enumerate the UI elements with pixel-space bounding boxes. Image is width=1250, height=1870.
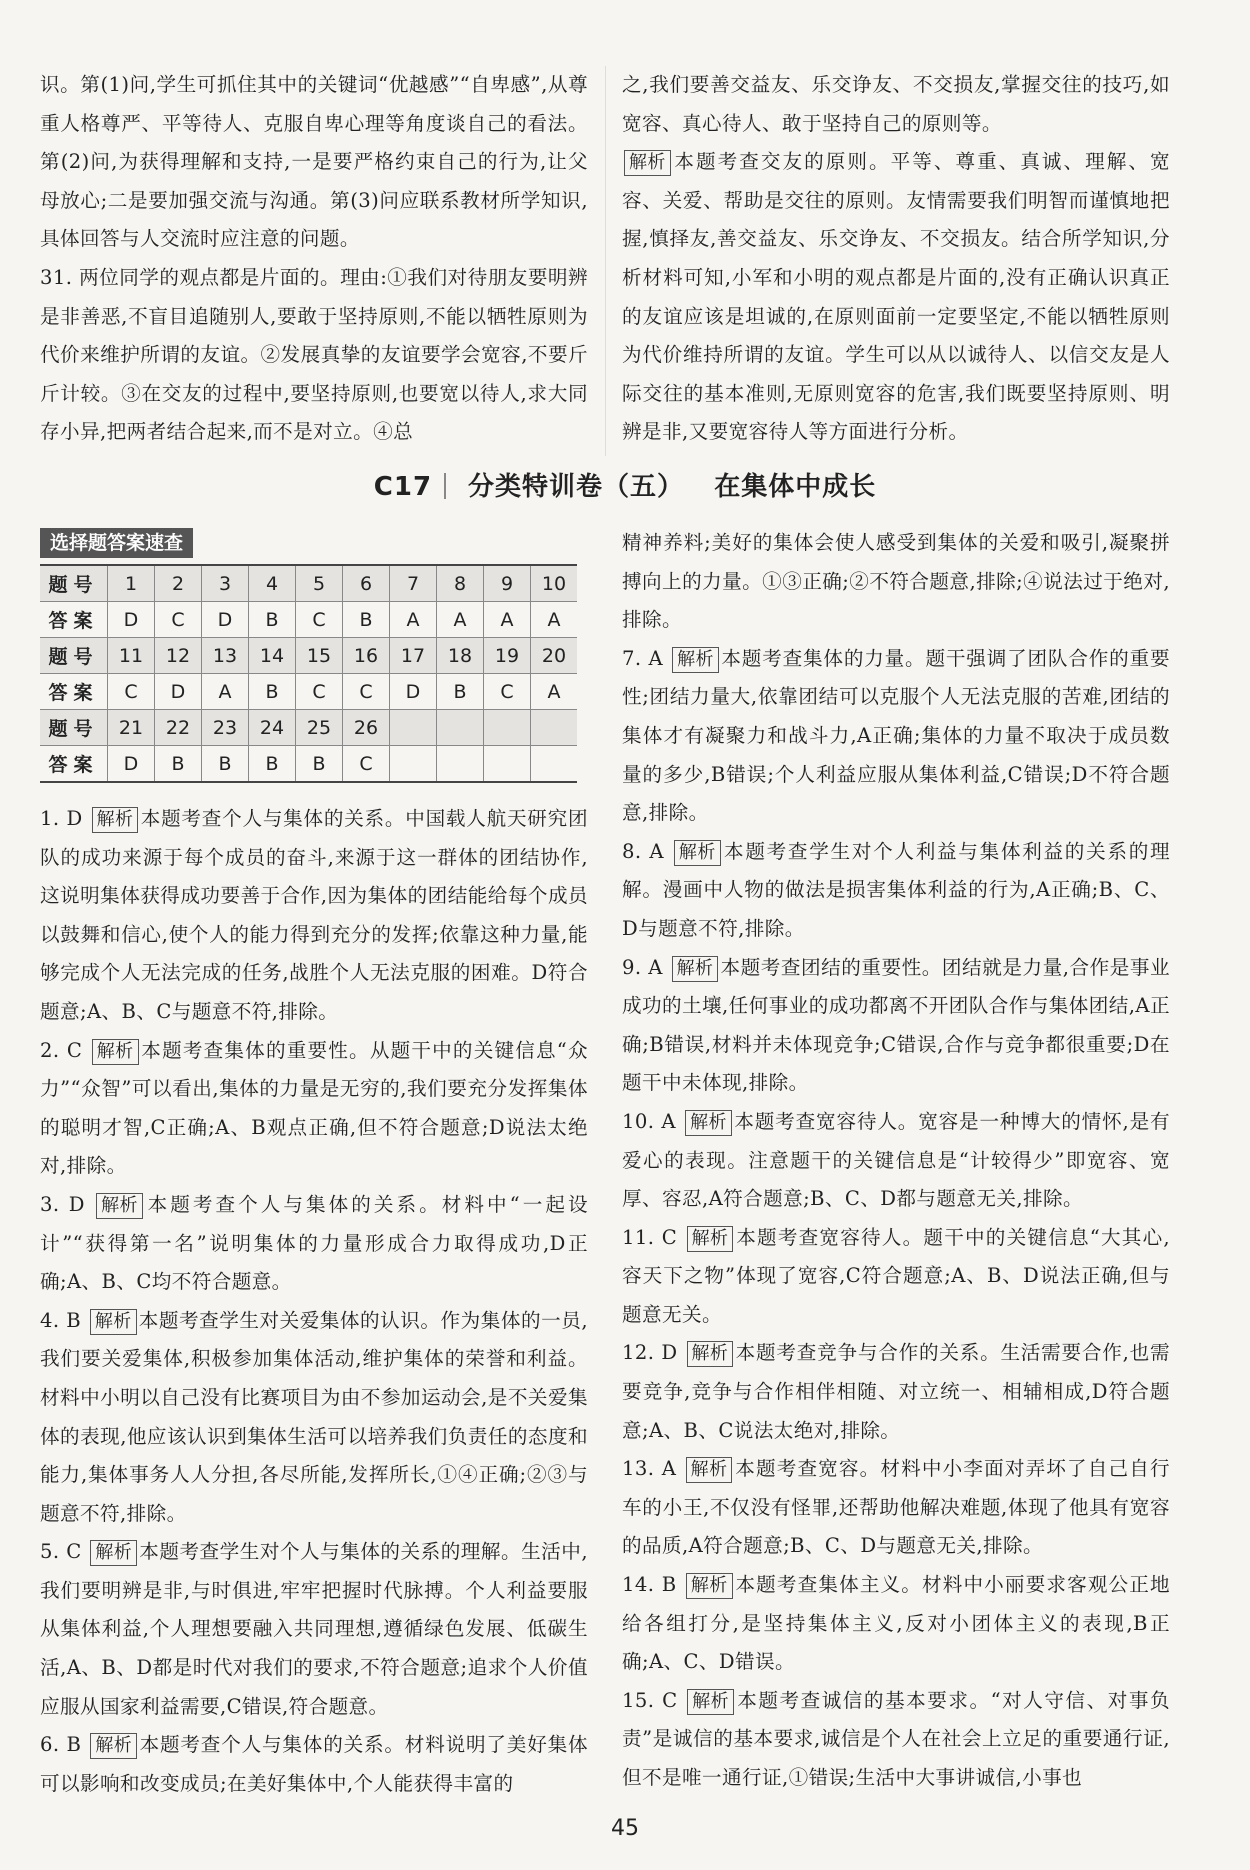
analysis-text: 本题考查集体的力量。题干强调了团队合作的重要性;团结力量大,依靠团结可以克服个人无法克服的苦难,团结的集体才有凝聚力和战斗力,A正确;集体的力量不取决于成员数量的多少,B错误;个人利益应服从集体利益,C错误;D不符合题意,排除。 bbox=[622, 646, 1170, 825]
answer-cell: A bbox=[437, 602, 484, 638]
paragraph bbox=[40, 1533, 588, 1726]
answer-cell: C bbox=[343, 746, 390, 783]
section-title-text: 分类特训卷（五） bbox=[468, 472, 685, 502]
paragraph bbox=[622, 1219, 1170, 1335]
analysis-tag: 解析 bbox=[96, 1193, 143, 1219]
paragraph-text: 识。第(1)问,学生可抓住其中的关键词“优越感”“自卑感”,从尊重人格尊严、平等待人、克服自卑心理等角度谈自己的看法。第(2)问,为获得理解和支持,一是要严格约束自己的行为,让父母放心;二是要加强交流与沟通。第(3)问应联系教材所学知识,具体回答与人交流时应注意的问题。 bbox=[40, 73, 588, 251]
analysis-tag: 解析 bbox=[92, 1039, 139, 1065]
answer-cell bbox=[484, 746, 531, 783]
paragraph bbox=[40, 1186, 588, 1302]
question-number-cell: 5 bbox=[296, 565, 343, 602]
answer-cell bbox=[390, 746, 437, 783]
question-number-cell: 10 bbox=[531, 565, 578, 602]
section-subtitle: 在集体中成长 bbox=[714, 472, 877, 502]
question-number-cell bbox=[484, 710, 531, 746]
question-number-cell: 2 bbox=[155, 565, 202, 602]
analysis-text: 本题考查团结的重要性。团结就是力量,合作是事业成功的土壤,任何事业的成功都离不开团队合作与集体团结,A正确;B错误,材料并未体现竞争;C错误,合作与竞争都很重要;D在题干中未体现,排除。 bbox=[622, 955, 1170, 1095]
answer-cell: B bbox=[202, 746, 249, 783]
analysis-text: 本题考查个人与集体的关系。材料中“一起设计”“获得第一名”说明集体的力量形成合力取得成功,D正确;A、B、C均不符合题意。 bbox=[40, 1192, 588, 1294]
answer-label: 12. D bbox=[622, 1341, 678, 1365]
analysis-tag: 解析 bbox=[674, 840, 721, 866]
paragraph bbox=[622, 1334, 1170, 1450]
answer-cell: A bbox=[484, 602, 531, 638]
answer-cell: C bbox=[108, 674, 155, 710]
paragraph bbox=[622, 524, 1170, 640]
quick-answer-header: 选择题答案速查 bbox=[40, 528, 193, 558]
answer-label: 7. A bbox=[622, 646, 664, 670]
analysis-text: 本题考查宽容待人。题干中的关键信息“大其心,容天下之物”体现了宽容,C符合题意;A、B、D说法正确,但与题意无关。 bbox=[622, 1225, 1170, 1326]
answer-row bbox=[40, 746, 577, 783]
question-number-cell: 12 bbox=[155, 638, 202, 674]
analysis-text: 本题考查集体的重要性。从题干中的关键信息“众力”“众智”可以看出,集体的力量是无穷的,我们要充分发挥集体的聪明才智,C正确;A、B观点正确,但不符合题意;D说法太绝对,排除。 bbox=[40, 1038, 588, 1178]
answer-table bbox=[40, 564, 577, 783]
answer-label: 3. D bbox=[40, 1192, 85, 1216]
answer-cell: D bbox=[108, 602, 155, 638]
answer-cell: B bbox=[155, 746, 202, 783]
question-number-cell: 14 bbox=[249, 638, 296, 674]
answer-cell: D bbox=[202, 602, 249, 638]
bottom-left-column bbox=[40, 800, 588, 1803]
paragraph bbox=[622, 1450, 1170, 1566]
paragraph bbox=[622, 1682, 1170, 1798]
title-bar bbox=[444, 473, 446, 499]
analysis-text: 本题考查交友的原则。平等、尊重、真诚、理解、宽容、关爱、帮助是交往的原则。友情需要我们明智而谨慎地把握,慎择友,善交益友、乐交诤友、不交损友。结合所学知识,分析材料可知,小军和小明的观点都是片面的,没有正确认识真正的友谊应该是坦诚的,在原则面前一定要坚定,不能以牺牲原则为代价维持所谓的友谊。学生可以从以诚待人、以信交友是人际交往的基本准则,无原则宽容的危害,我们既要坚持原则、明辨是非,又要宽容待人等方面进行分析。 bbox=[622, 150, 1170, 444]
paragraph bbox=[40, 1032, 588, 1186]
section-code: C17 bbox=[373, 472, 433, 502]
question-number-cell: 13 bbox=[202, 638, 249, 674]
answer-row bbox=[40, 674, 577, 710]
answer-cell: A bbox=[202, 674, 249, 710]
answer-label: 6. B bbox=[40, 1733, 82, 1757]
bottom-right-column bbox=[622, 524, 1170, 1798]
section-title bbox=[0, 466, 1250, 503]
answer-row bbox=[40, 602, 577, 638]
paragraph-text: 31. 两位同学的观点都是片面的。理由:①我们对待朋友要明辨是非善恶,不盲目追随别人,要敢于坚持原则,不能以牺牲原则为代价来维护所谓的友谊。②发展真挚的友谊要学会宽容,不要斤斤计较。③在交友的过程中,要坚持原则,也要宽以待人,求大同存小异,把两者结合起来,而不是对立。④总 bbox=[40, 265, 588, 444]
answer-label: 10. A bbox=[622, 1109, 676, 1133]
analysis-text: 本题考查竞争与合作的关系。生活需要合作,也需要竞争,竞争与合作相伴相随、对立统一、相辅相成,D符合题意;A、B、C说法太绝对,排除。 bbox=[622, 1341, 1171, 1442]
answer-cell: B bbox=[296, 746, 343, 783]
page-number: 45 bbox=[611, 1816, 639, 1841]
question-number-cell bbox=[437, 710, 484, 746]
paragraph bbox=[622, 143, 1170, 452]
question-number-cell: 7 bbox=[390, 565, 437, 602]
question-number-cell: 1 bbox=[108, 565, 155, 602]
analysis-text: 本题考查宽容。材料中小李面对弄坏了自己自行车的小王,不仅没有怪罪,还帮助他解决难题,体现了他具有宽容的品质,A符合题意;B、C、D与题意无关,排除。 bbox=[622, 1457, 1170, 1558]
question-number-cell: 17 bbox=[390, 638, 437, 674]
question-number-cell: 26 bbox=[343, 710, 390, 746]
answer-label: 15. C bbox=[622, 1688, 678, 1712]
answer-label: 9. A bbox=[622, 955, 663, 979]
paragraph bbox=[622, 833, 1170, 949]
answer-cell: C bbox=[296, 674, 343, 710]
analysis-tag: 解析 bbox=[92, 807, 139, 833]
answer-cell: A bbox=[390, 602, 437, 638]
paragraph bbox=[622, 1103, 1170, 1219]
analysis-text: 本题考查集体主义。材料中小丽要求客观公正地给各组打分,是坚持集体主义,反对小团体主义的表现,B正确;A、C、D错误。 bbox=[622, 1573, 1170, 1674]
paragraph bbox=[622, 1566, 1170, 1682]
question-number-cell: 4 bbox=[249, 565, 296, 602]
top-right-column bbox=[622, 66, 1170, 452]
question-number-cell: 19 bbox=[484, 638, 531, 674]
paragraph bbox=[40, 259, 588, 452]
answer-cell: C bbox=[484, 674, 531, 710]
answer-label: 8. A bbox=[622, 839, 664, 863]
analysis-tag: 解析 bbox=[624, 150, 671, 176]
analysis-tag: 解析 bbox=[90, 1309, 137, 1335]
answer-cell: C bbox=[296, 602, 343, 638]
answer-label: 4. B bbox=[40, 1308, 82, 1332]
answer-label: 答案 bbox=[40, 746, 108, 783]
paragraph bbox=[622, 66, 1170, 143]
question-number-cell: 9 bbox=[484, 565, 531, 602]
analysis-tag: 解析 bbox=[672, 956, 719, 982]
question-number-cell: 23 bbox=[202, 710, 249, 746]
answer-cell: B bbox=[249, 674, 296, 710]
question-number-cell: 20 bbox=[531, 638, 578, 674]
question-number-cell: 6 bbox=[343, 565, 390, 602]
analysis-text: 本题考查学生对个人利益与集体利益的关系的理解。漫画中人物的做法是损害集体利益的行为,A正确;B、C、D与题意不符,排除。 bbox=[622, 839, 1170, 940]
analysis-text: 本题考查个人与集体的关系。材料说明了美好集体可以影响和改变成员;在美好集体中,个人能获得丰富的 bbox=[40, 1733, 588, 1795]
analysis-tag: 解析 bbox=[686, 1573, 733, 1599]
paragraph bbox=[40, 1302, 588, 1534]
analysis-text: 本题考查诚信的基本要求。“对人守信、对事负责”是诚信的基本要求,诚信是个人在社会上立足的重要通行证,但不是唯一通行证,①错误;生活中大事讲诚信,小事也 bbox=[622, 1688, 1170, 1789]
analysis-tag: 解析 bbox=[687, 1226, 734, 1252]
answer-cell: A bbox=[531, 602, 578, 638]
question-label: 题号 bbox=[40, 638, 108, 674]
answer-cell: C bbox=[343, 674, 390, 710]
question-number-cell: 11 bbox=[108, 638, 155, 674]
paragraph bbox=[622, 640, 1170, 833]
answer-cell bbox=[531, 746, 578, 783]
analysis-tag: 解析 bbox=[672, 647, 719, 673]
question-number-row bbox=[40, 710, 577, 746]
analysis-text: 本题考查宽容待人。宽容是一种博大的情怀,是有爱心的表现。注意题干的关键信息是“计较得少”即宽容、宽厚、容忍,A符合题意;B、C、D都与题意无关,排除。 bbox=[622, 1109, 1170, 1211]
answer-cell: B bbox=[249, 602, 296, 638]
question-number-cell bbox=[390, 710, 437, 746]
analysis-text: 本题考查学生对关爱集体的认识。作为集体的一员,我们要关爱集体,积极参加集体活动,维护集体的荣誉和利益。材料中小明以自己没有比赛项目为由不参加运动会,是不关爱集体的表现,他应该认识到集体生活可以培养我们负责任的态度和能力,集体事务人人分担,各尽所能,发挥所长,①④正确;②③与题意不符,排除。 bbox=[40, 1308, 588, 1525]
top-left-column bbox=[40, 66, 588, 452]
answer-label: 14. B bbox=[622, 1573, 677, 1597]
question-label: 题号 bbox=[40, 565, 108, 602]
answer-label: 2. C bbox=[40, 1038, 83, 1062]
question-number-cell: 24 bbox=[249, 710, 296, 746]
question-number-cell: 15 bbox=[296, 638, 343, 674]
answer-cell: B bbox=[249, 746, 296, 783]
question-number-cell bbox=[531, 710, 578, 746]
answer-label: 答案 bbox=[40, 602, 108, 638]
paragraph-text: 之,我们要善交益友、乐交诤友、不交损友,掌握交往的技巧,如宽容、真心待人、敢于坚持自己的原则等。 bbox=[622, 73, 1170, 135]
analysis-tag: 解析 bbox=[685, 1110, 732, 1136]
answer-label: 5. C bbox=[40, 1540, 82, 1564]
analysis-tag: 解析 bbox=[687, 1689, 734, 1715]
answer-cell: C bbox=[155, 602, 202, 638]
answer-label: 11. C bbox=[622, 1225, 678, 1249]
answer-label: 13. A bbox=[622, 1457, 677, 1481]
question-number-cell: 3 bbox=[202, 565, 249, 602]
analysis-tag: 解析 bbox=[686, 1457, 733, 1483]
question-number-cell: 16 bbox=[343, 638, 390, 674]
answer-cell: D bbox=[108, 746, 155, 783]
analysis-text: 本题考查个人与集体的关系。中国载人航天研究团队的成功来源于每个成员的奋斗,来源于这一群体的团结协作,这说明集体获得成功要善于合作,因为集体的团结能给每个成员以鼓舞和信心,使个人的能力得到充分的发挥;依靠这种力量,能够完成个人无法完成的任务,战胜个人无法克服的困难。D符合题意;A、B、C与题意不符,排除。 bbox=[40, 807, 588, 1023]
answer-cell: D bbox=[155, 674, 202, 710]
question-number-cell: 25 bbox=[296, 710, 343, 746]
analysis-tag: 解析 bbox=[90, 1733, 137, 1759]
question-number-cell: 21 bbox=[108, 710, 155, 746]
analysis-tag: 解析 bbox=[90, 1540, 137, 1566]
paragraph bbox=[40, 800, 588, 1032]
answer-cell bbox=[437, 746, 484, 783]
answer-cell: D bbox=[390, 674, 437, 710]
question-number-cell: 8 bbox=[437, 565, 484, 602]
question-number-cell: 22 bbox=[155, 710, 202, 746]
question-number-row bbox=[40, 638, 577, 674]
analysis-text: 精神养料;美好的集体会使人感受到集体的关爱和吸引,凝聚拼搏向上的力量。①③正确;②不符合题意,排除;④说法过于绝对,排除。 bbox=[622, 531, 1170, 632]
analysis-tag: 解析 bbox=[687, 1341, 734, 1367]
paragraph bbox=[622, 949, 1170, 1103]
column-divider bbox=[605, 66, 606, 456]
question-number-cell: 18 bbox=[437, 638, 484, 674]
answer-cell: B bbox=[437, 674, 484, 710]
question-number-row bbox=[40, 565, 577, 602]
paragraph bbox=[40, 1726, 588, 1803]
answer-cell: A bbox=[531, 674, 578, 710]
question-label: 题号 bbox=[40, 710, 108, 746]
answer-label: 答案 bbox=[40, 674, 108, 710]
analysis-text: 本题考查学生对个人与集体的关系的理解。生活中,我们要明辨是非,与时俱进,牢牢把握时代脉搏。个人利益要服从集体利益,个人理想要融入共同理想,遵循绿色发展、低碳生活,A、B、D都是时代对我们的要求,不符合题意;追求个人价值应服从国家利益需要,C错误,符合题意。 bbox=[40, 1540, 588, 1718]
paragraph bbox=[40, 66, 588, 259]
answer-label: 1. D bbox=[40, 807, 83, 830]
answer-cell: B bbox=[343, 602, 390, 638]
